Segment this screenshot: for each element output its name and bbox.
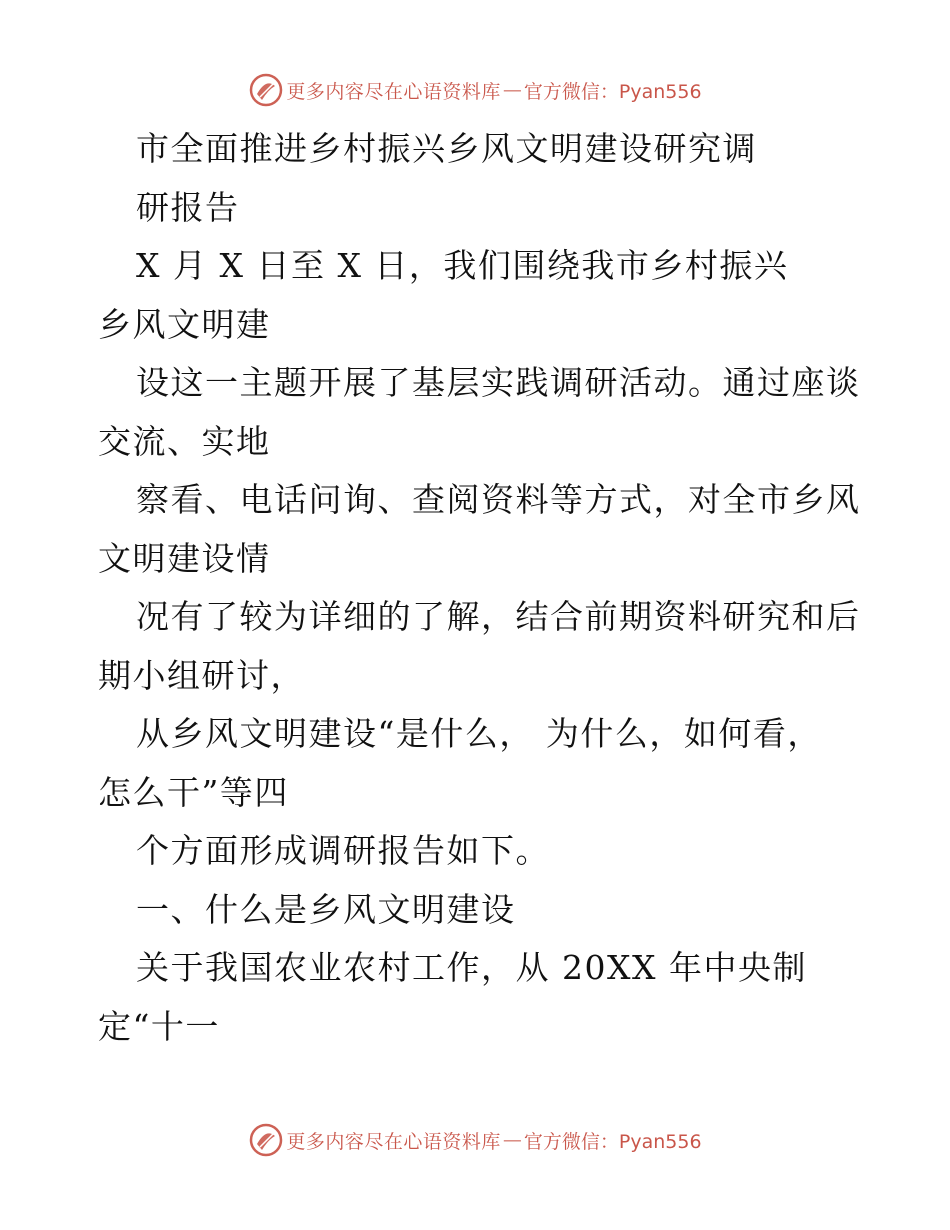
watermark-separator: — <box>502 79 522 101</box>
text-line: 个方面形成调研报告如下。 <box>136 831 550 870</box>
text-line: 设这一主题开展了基层实践调研活动。通过座谈 <box>136 363 861 402</box>
text-line: 察看、电话问询、查阅资料等方式，对全市乡风 <box>136 480 861 519</box>
text-line: 乡风文明建 <box>98 304 271 344</box>
text-line: 研报告 <box>136 187 240 227</box>
watermark-text: 更多内容尽在心语资料库 <box>286 1130 501 1153</box>
watermark-wechat: 官方微信：Pyan556 <box>523 1130 702 1153</box>
text-line: X 月 X 日至 X 日，我们围绕我市乡村振兴 <box>136 246 789 285</box>
watermark-text: 更多内容尽在心语资料库 <box>286 80 501 103</box>
text-line: 怎么干”等四 <box>98 772 289 812</box>
section-heading: 一、什么是乡风文明建设 <box>136 889 516 929</box>
text-line: 定“十一 <box>98 1006 220 1046</box>
text-line: 文明建设情 <box>98 538 271 578</box>
text-line: 况有了较为详细的了解，结合前期资料研究和后 <box>136 597 861 636</box>
text-line: 交流、实地 <box>98 421 271 461</box>
watermark-wechat: 官方微信：Pyan556 <box>523 80 702 103</box>
footer-watermark <box>0 1120 950 1160</box>
logo-icon <box>248 72 284 108</box>
text-line: 市全面推进乡村振兴乡风文明建设研究调 <box>136 129 757 168</box>
text-line: 期小组研讨， <box>98 655 305 695</box>
text-line: 关于我国农业农村工作，从 20XX 年中央制 <box>136 948 807 987</box>
logo-icon <box>248 1122 284 1158</box>
watermark-separator: — <box>502 1129 522 1151</box>
header-watermark <box>0 70 950 110</box>
text-line: 从乡风文明建设“是什么， 为什么，如何看， <box>136 714 822 753</box>
document-body <box>98 120 868 1056</box>
